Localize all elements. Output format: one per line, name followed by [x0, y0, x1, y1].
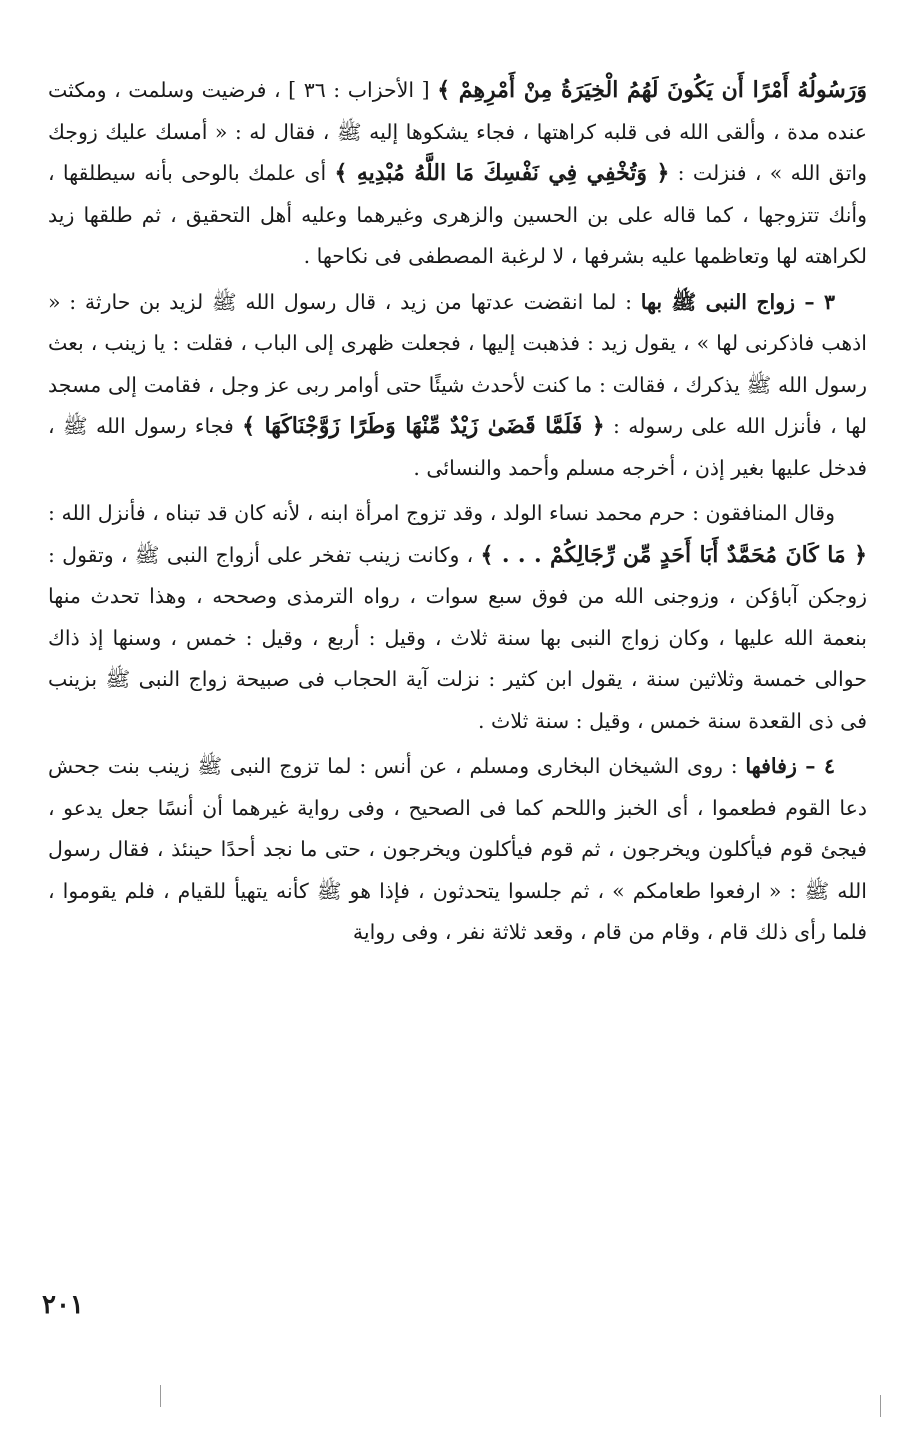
- text-run: : روى الشيخان البخارى ومسلم ، عن أنس : لما تزوج النبى ﷺ زينب بنت جحش دعا القوم فطعموا ، أى الخبز واللحم كما فى الصحيح ، وفى رواية غيرهما أن أنسًا جعل يدعو ، فيجئ قوم فيأكلون ويخرجون ، ثم قوم فيأكلون ويخرجون ، حتى ما نجد أحدًا حينئذ ، فقال رسول الله ﷺ : « ارفعوا طعامكم » ، ثم جلسوا يتحدثون ، فإذا هو ﷺ كأنه يتهيأ للقيام ، فلم يقوموا ، فلما رأى ذلك قام ، وقام من قام ، وقعد ثلاثة نفر ، وفى رواية: [48, 754, 867, 944]
- text-run: : لما انقضت عدتها من زيد ، قال رسول الله ﷺ لزيد بن حارثة : « اذهب فاذكرنى لها » ، يقول زيد : فذهبت إليها ، فجعلت ظهرى إلى الباب ، فقلت : يا زينب ، بعث رسول الله ﷺ يذكرك ، فقالت : ما كنت لأحدث شيئًا حتى أوامر ربى عز وجل ، فقامت إلى مسجد لها ، فأنزل الله على رسوله :: [48, 289, 867, 438]
- page-number: ٢٠١: [42, 1290, 84, 1320]
- text-run: [ الأحزاب : ٣٦ ] ، فرضيت وسلمت ، ومكثت عنده مدة ، وألقى الله فى قلبه كراهتها ، فجاء يشكوها إليه ﷺ ، فقال له : « أمسك عليك زوجك واتق الله » ، فنزلت :: [48, 78, 867, 185]
- section-heading: ٤ – زفافها: [745, 754, 835, 778]
- quran-verse: ﴿ وَتُخْفِي فِي نَفْسِكَ مَا اللَّهُ مُبْدِيهِ ﴾: [334, 160, 670, 186]
- text-run: ، وكانت زينب تفخر على أزواج النبى ﷺ ، وتقول : زوجكن آباؤكن ، وزوجنى الله من فوق سبع سوات ، رواه الترمذى وصححه ، وهذا تحدث منها بنعمة الله عليها ، وكان زواج النبى بها سنة ثلاث ، وقيل : أربع ، وقيل : خمس ، وسنها إذ ذاك حوالى خمسة وثلاثين سنة ، يقول ابن كثير : نزلت آية الحجاب فى صبيحة زواج النبى ﷺ بزينب فى ذى القعدة سنة خمس ، وقيل : سنة ثلاث .: [48, 542, 867, 733]
- paragraph-2: [48, 282, 867, 490]
- scan-mark: [880, 1395, 881, 1417]
- scan-mark: [160, 1385, 161, 1407]
- body-text: [48, 70, 867, 954]
- text-run: أى علمك بالوحى بأنه سيطلقها ، وأنك تتزوجها ، كما قاله على بن الحسين والزهرى وغيرهما وعليه أهل التحقيق ، ثم طلقها زيد لكراهته لها وتعاظمها عليه بشرفها ، لا لرغبة المصطفى فى نكاحها .: [48, 161, 867, 268]
- text-run: فجاء رسول الله ﷺ ، فدخل عليها بغير إذن ، أخرجه مسلم وأحمد والنسائى .: [48, 414, 867, 480]
- text-run: وقال المنافقون : حرم محمد نساء الولد ، وقد تزوج امرأة ابنه ، لأنه كان قد تبناه ، فأنزل الله :: [48, 501, 835, 525]
- quran-verse: ﴿ فَلَمَّا قَضَىٰ زَيْدٌ مِّنْهَا وَطَرًا زَوَّجْنَاكَهَا ﴾: [242, 413, 605, 439]
- paragraph-4: [48, 746, 867, 954]
- paragraph-1: [48, 70, 867, 278]
- quran-verse: ﴿ مَا كَانَ مُحَمَّدٌ أَبَا أَحَدٍ مِّن رِّجَالِكُمْ . . . ﴾: [480, 541, 867, 568]
- paragraph-3: [48, 493, 867, 742]
- quran-verse: وَرَسُولُهُ أَمْرًا أَن يَكُونَ لَهُمُ الْخِيَرَةُ مِنْ أَمْرِهِمْ ﴾: [437, 77, 867, 103]
- section-heading: ٣ – زواج النبى ﷺ بها: [640, 289, 836, 314]
